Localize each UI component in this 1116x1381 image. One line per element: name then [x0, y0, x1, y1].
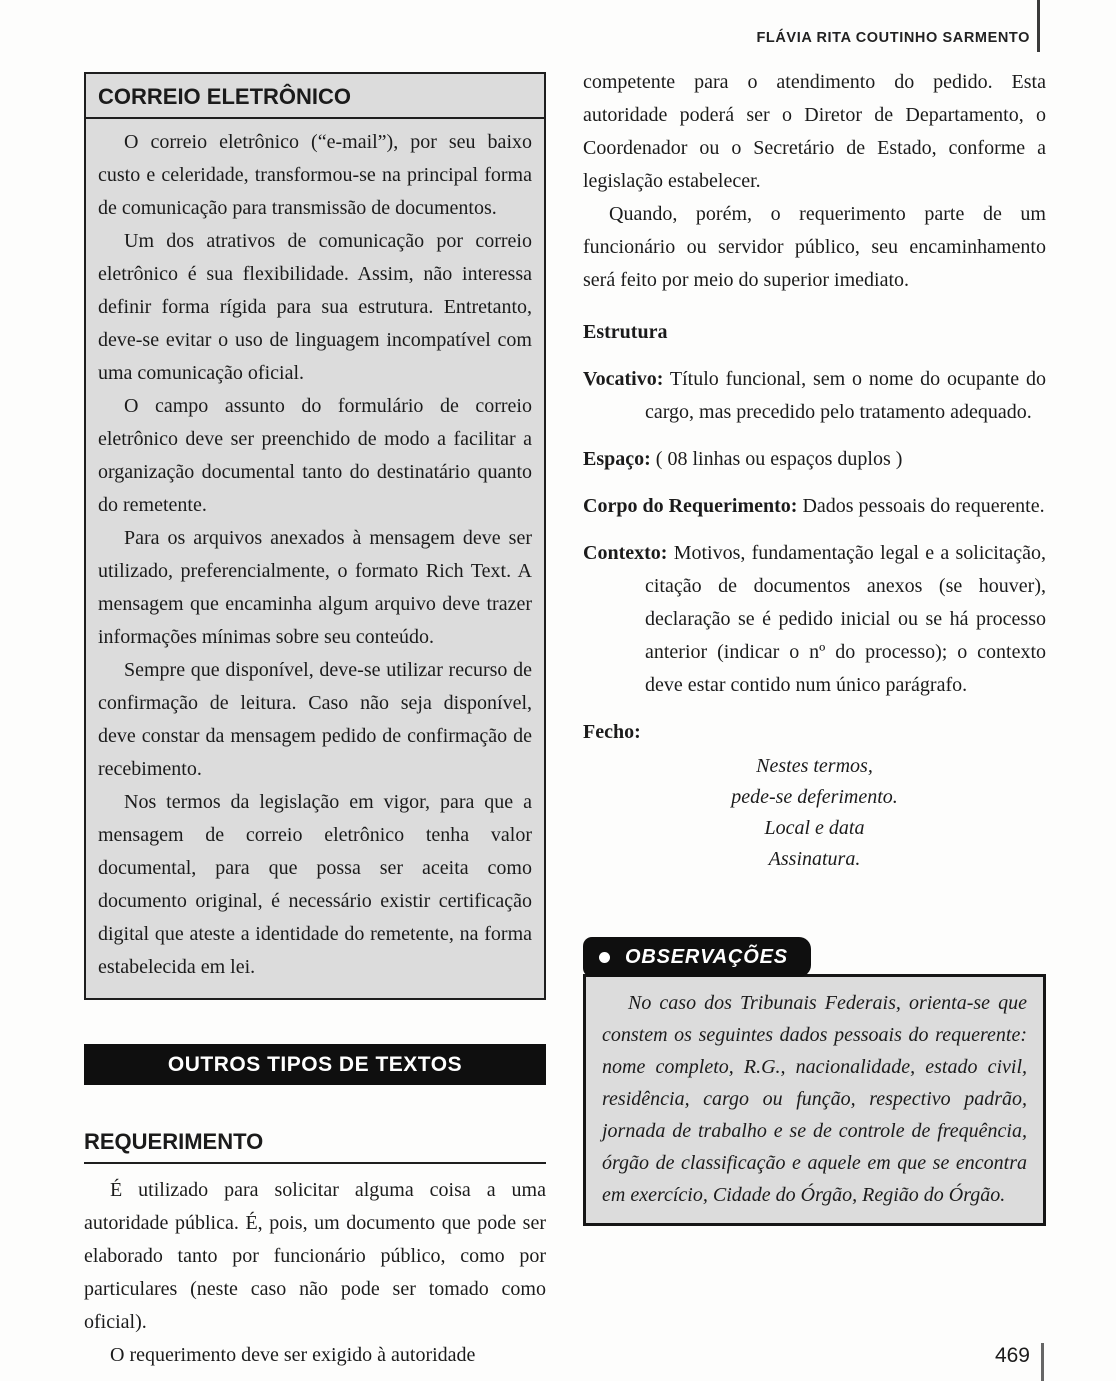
observacoes-text: No caso dos Tribunais Federais, orienta-se que constem os seguintes dados pessoais do requerente: nome completo, R.G., nacionalidade, estado civil, residência, cargo ou função, respectivo padrão, jornada de trabalho e se de controle de frequência, órgão de classificação e aquele em que se encontra em exercício, Cidade do Órgão, Região do Órgão. — [602, 992, 1027, 1206]
body-paragraph: Quando, porém, o requerimento parte de um funcionário ou servidor público, seu encaminhamento será feito por meio do superior imediato. — [583, 203, 1046, 291]
page-number: 469 — [994, 1344, 1030, 1367]
email-box-paragraph: Sempre que disponível, deve-se utilizar recurso de confirmação de leitura. Caso não seja disponível, deve constar da mensagem pedido de confirmação de recebimento. — [98, 659, 532, 780]
observacoes-box — [583, 974, 1046, 1226]
structure-text: Dados pessoais do requerente. — [802, 495, 1045, 517]
fecho-line: Nestes termos, — [756, 755, 873, 777]
left-column — [84, 72, 546, 1372]
running-header: FLÁVIA RITA COUTINHO SARMENTO — [756, 30, 1030, 46]
footer-rule — [1041, 1343, 1044, 1381]
structure-term: Vocativo: — [583, 368, 664, 390]
observacoes-label: OBSERVAÇÕES — [625, 945, 788, 968]
fecho-line: Assinatura. — [768, 848, 861, 870]
structure-term: Contexto: — [583, 542, 668, 564]
estrutura-heading: Estrutura — [583, 321, 668, 343]
requerimento-paragraph: O requerimento deve ser exigido à autoridade — [110, 1344, 476, 1366]
structure-item-corpo — [583, 490, 1046, 523]
structure-item-espaco — [583, 443, 1046, 476]
fecho-line: Local e data — [764, 817, 865, 839]
requerimento-heading: REQUERIMENTO — [84, 1129, 546, 1164]
header-rule — [1037, 0, 1040, 52]
structure-term: Fecho: — [583, 721, 641, 743]
section-banner: OUTROS TIPOS DE TEXTOS — [84, 1044, 546, 1085]
email-box-paragraph: Um dos atrativos de comunicação por correio eletrônico é sua flexibilidade. Assim, não interessa definir forma rígida para sua estrutura. Entretanto, deve-se evitar o uso de linguagem incompatível com uma comunicação oficial. — [98, 230, 532, 384]
email-box-paragraph: Nos termos da legislação em vigor, para que a mensagem de correio eletrônico tenha valor documental, para que possa ser aceita como documento original, é necessário existir certificação digital que ateste a identidade do remetente, na forma estabelecida em lei. — [98, 791, 532, 978]
structure-text: ( 08 linhas ou espaços duplos ) — [655, 448, 903, 470]
structure-term: Corpo do Requerimento: — [583, 495, 798, 517]
email-box-paragraph: O correio eletrônico (“e-mail”), por seu baixo custo e celeridade, transformou-se na principal forma de comunicação para transmissão de documentos. — [98, 131, 532, 219]
right-column — [583, 66, 1046, 1226]
email-box-paragraph: O campo assunto do formulário de correio eletrônico deve ser preenchido de modo a facilitar a organização documental tanto do destinatário quanto do remetente. — [98, 395, 532, 516]
structure-item-fecho — [583, 716, 1046, 749]
email-section-box — [84, 72, 546, 1000]
email-box-paragraph: Para os arquivos anexados à mensagem deve ser utilizado, preferencialmente, o formato Rich Text. A mensagem que encaminha algum arquivo deve trazer informações mínimas sobre seu conteúdo. — [98, 527, 532, 648]
requerimento-paragraph: É utilizado para solicitar alguma coisa a uma autoridade pública. É, pois, um documento que pode ser elaborado tanto por funcionário público, como por particulares (neste caso não pode ser tomado como oficial). — [84, 1179, 546, 1333]
structure-text: Motivos, fundamentação legal e a solicitação, citação de documentos anexos (se houver), declaração se é pedido inicial ou se há processo anterior (indicar o nº do processo); o contexto deve estar contido num único parágrafo. — [645, 542, 1046, 696]
structure-item-contexto — [583, 537, 1046, 702]
structure-text: Título funcional, sem o nome do ocupante do cargo, mas precedido pelo tratamento adequado. — [645, 368, 1046, 423]
fecho-line: pede-se deferimento. — [731, 786, 898, 808]
email-box-title: CORREIO ELETRÔNICO — [86, 82, 544, 119]
structure-term: Espaço: — [583, 448, 651, 470]
body-paragraph: competente para o atendimento do pedido. Esta autoridade poderá ser o Diretor de Departamento, o Coordenador ou o Secretário de Estado, conforme a legislação estabelecer. — [583, 71, 1046, 192]
structure-item-vocativo — [583, 363, 1046, 429]
fecho-example — [583, 751, 1046, 875]
observacoes-tab — [583, 937, 811, 977]
bullet-icon — [599, 952, 610, 963]
